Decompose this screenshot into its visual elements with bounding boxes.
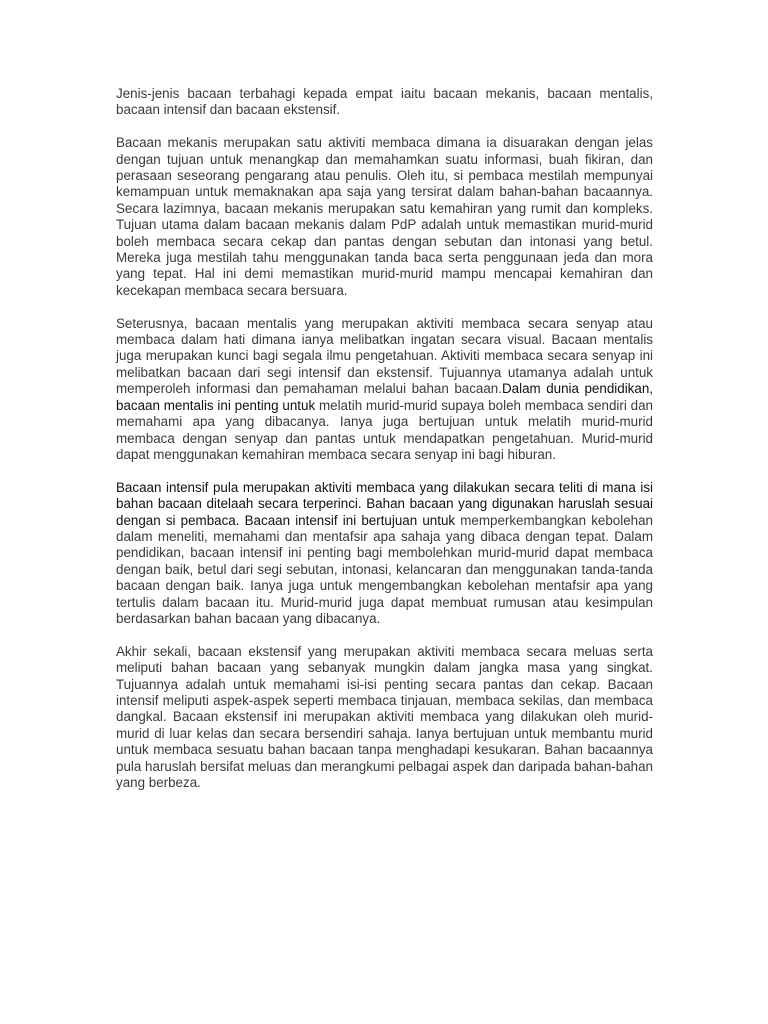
paragraph-emphasis-text: Bacaan intensif pula merupakan aktiviti membaca yang dilakukan secara teliti di mana isi bahan bacaan ditelaah secara terperinci. Bahan bacaan yang digunakan haruslah sesuai dengan si pembaca. Bacaan intensif ini bertujuan untuk <box>116 479 653 528</box>
paragraph-bacaan-ekstensif: Akhir sekali, bacaan ekstensif yang merupakan aktiviti membaca secara meluas serta meliputi bahan bacaan yang sebanyak mungkin dalam jangka masa yang singkat. Tujuannya adalah untuk memahami isi-isi penting secara pantas dan cekap. Bacaan intensif meliputi aspek-aspek seperti membaca tinjauan, membaca sekilas, dan membaca dangkal. Bacaan ekstensif ini merupakan aktiviti membaca yang dilakukan oleh murid-murid di luar kelas dan secara bersendiri sahaja. Ianya bertujuan untuk membantu murid untuk membaca sesuatu bahan bacaan tanpa menghadapi kesukaran. Bahan bacaannya pula haruslah bersifat meluas dan merangkumi pelbagai aspek dan daripada bahan-bahan yang berbeza. <box>116 643 653 790</box>
paragraph-bacaan-mekanis: Bacaan mekanis merupakan satu aktiviti membaca dimana ia disuarakan dengan jelas dengan tujuan untuk menangkap dan memahamkan suatu informasi, buah fikiran, dan perasaan seseorang pengarang atau penulis. Oleh itu, si pembaca mestilah mempunyai kemampuan untuk memaknakan apa saja yang tersirat dalam bahan-bahan bacaannya. Secara lazimnya, bacaan mekanis merupakan satu kemahiran yang rumit dan kompleks. Tujuan utama dalam bacaan mekanis dalam PdP adalah untuk memastikan murid-murid boleh membaca secara cekap dan pantas dengan sebutan dan intonasi yang betul. Mereka juga mestilah tahu menggunakan tanda baca serta penggunaan jeda dan mora yang tepat. Hal ini demi memastikan murid-murid mampu mencapai kemahiran dan kecekapan membaca secara bersuara. <box>116 135 653 298</box>
document-body <box>116 86 653 808</box>
paragraph-text: melatih murid-murid supaya boleh membaca sendiri dan memahami apa yang dibacanya. Ianya juga bertujuan untuk melatih murid-murid membaca dengan senyap dan pantas untuk mendapatkan pengetahuan. Murid-murid dapat menggunakan kemahiran membaca secara senyap ini bagi hiburan. <box>116 397 653 462</box>
paragraph-text: Seterusnya, bacaan mentalis yang merupakan aktiviti membaca secara senyap atau membaca dalam hati dimana ianya melibatkan ingatan secara visual. Bacaan mentalis juga merupakan kunci bagi segala ilmu pengetahuan. Aktiviti membaca secara senyap ini melibatkan bacaan dari segi intensif dan ekstensif. Tujuannya utamanya adalah untuk memperoleh informasi dan pemahaman melalui bahan bacaan. <box>116 315 653 397</box>
paragraph-text: memperkembangkan kebolehan dalam meneliti, memahami dan mentafsir apa sahaja yang dibaca dengan tepat. Dalam pendidikan, bacaan intensif ini penting bagi membolehkan murid-murid dapat membaca dengan baik, betul dari segi sebutan, intonasi, kelancaran dan menggunakan tanda-tanda bacaan dengan baik. Ianya juga untuk mengembangkan kebolehan mentafsir apa yang tertulis dalam bacaan itu. Murid-murid juga dapat membuat rumusan atau kesimpulan berdasarkan bahan bacaan yang dibacanya. <box>116 512 653 626</box>
paragraph-bacaan-intensif <box>116 480 653 628</box>
paragraph-emphasis-text: Dalam dunia pendidikan, bacaan mentalis ini penting untuk <box>116 381 653 413</box>
paragraph-bacaan-mentalis <box>116 316 653 464</box>
paragraph-intro: Jenis-jenis bacaan terbahagi kepada empat iaitu bacaan mekanis, bacaan mentalis, bacaan intensif dan bacaan ekstensif. <box>116 86 653 118</box>
